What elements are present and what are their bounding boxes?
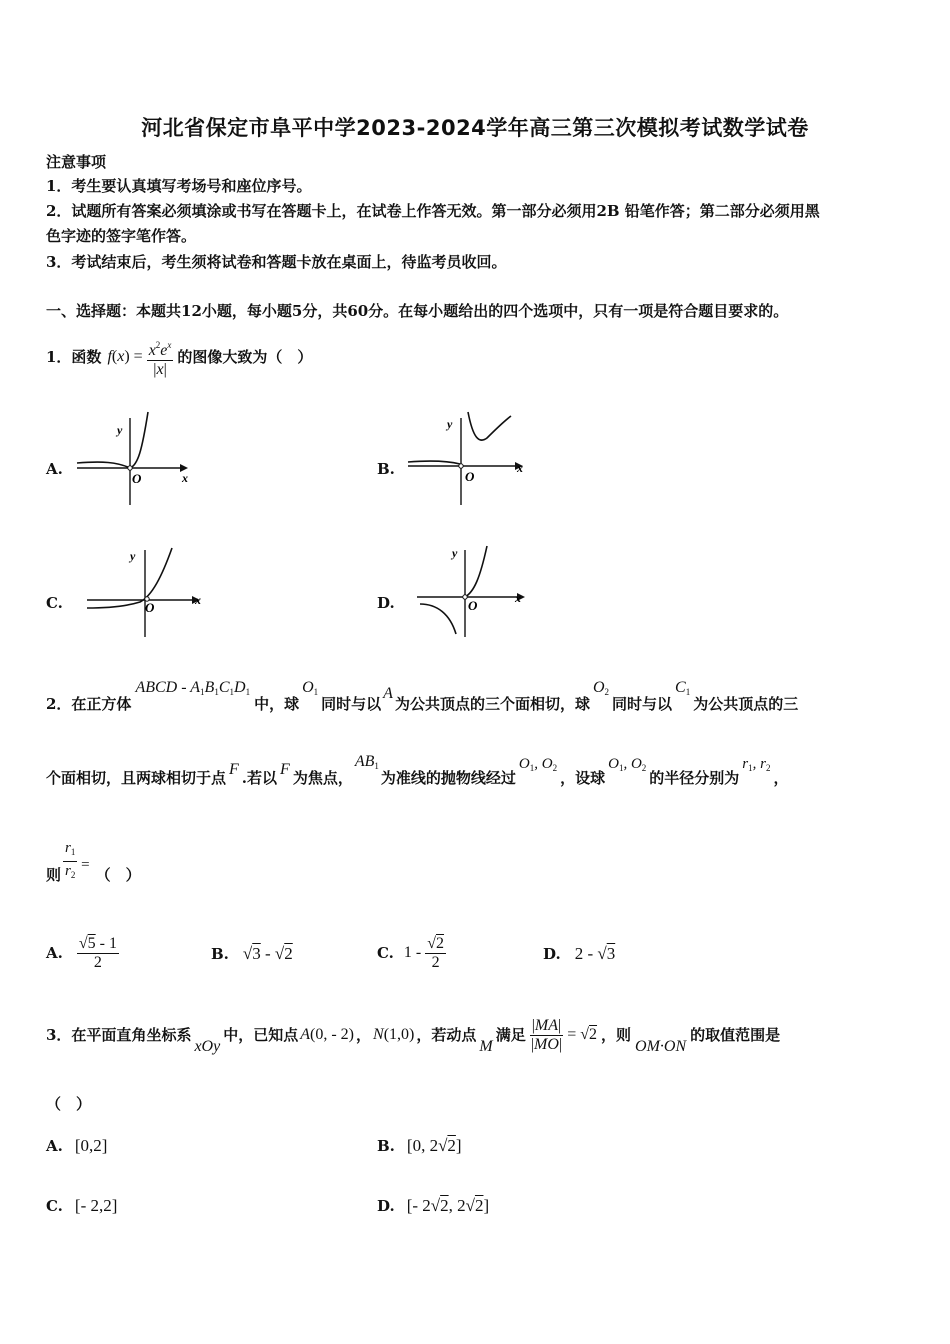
origin-hole xyxy=(128,466,132,470)
q1-option-d-label: D. xyxy=(377,594,395,612)
question-2-line-2 xyxy=(46,753,789,790)
question-3-line-1 xyxy=(46,1006,780,1064)
q3-text-8: （ ） xyxy=(46,1095,92,1113)
q2-cube-name: ABCD - $A_1B_1C_1D_1$ xyxy=(135,679,251,697)
origin-hole xyxy=(459,464,463,468)
graph-option-c xyxy=(82,542,207,642)
q2-text-14: 则 xyxy=(46,866,62,884)
curve-right xyxy=(468,412,511,440)
q2-text-9: 为焦点， xyxy=(292,769,353,787)
label-y: y xyxy=(117,423,123,437)
q3-dot-product: OM·ON xyxy=(635,1038,687,1055)
q3-m: M xyxy=(479,1038,493,1055)
label-origin: O xyxy=(465,469,475,484)
q1-option-a-label: A. xyxy=(46,460,63,478)
q2-text-5: 同时与以 xyxy=(612,695,673,713)
q3-option-a-label: A. xyxy=(46,1137,63,1155)
q3-option-d-label: D. xyxy=(377,1197,395,1215)
q1-formula: f(x) = $\frac{x^2e^x}{|x|}$ xyxy=(107,336,173,379)
q2-option-b-label: B. xyxy=(211,945,229,963)
q3-option-c-value: [- 2,2] xyxy=(74,1196,118,1215)
q2-option-d xyxy=(543,944,615,964)
q3-text-1: 3．在平面直角坐标系 xyxy=(46,1026,192,1044)
q3-option-c xyxy=(46,1196,117,1216)
origin-hole xyxy=(463,595,467,599)
q3-option-a xyxy=(46,1136,107,1156)
q2-o1: $O_1$ xyxy=(302,679,319,697)
notice-item-2: 2．试题所有答案必须填涂或书写在答题卡上，在试卷上作答无效。第一部分必须用2B 铅笔作答；第二部分必须用黑 xyxy=(46,202,820,220)
section-heading: 一、选择题：本题共12小题，每小题5分，共60分。在每小题给出的四个选项中，只有一项是符合题目要求的。 xyxy=(46,302,789,320)
curve-left xyxy=(420,604,456,634)
notice-item-1: 1．考生要认真填写考场号和座位序号。 xyxy=(46,177,312,195)
curve xyxy=(77,412,148,468)
graph-option-d xyxy=(412,542,537,642)
label-x: x xyxy=(195,593,201,607)
question-2-line-1 xyxy=(46,679,799,716)
q2-f-focus: F xyxy=(280,761,290,778)
q2-ratio: $\frac{r_1}{r_2}$ = xyxy=(65,839,90,880)
label-y: y xyxy=(452,546,458,560)
q2-option-b-value: √3 - √2 xyxy=(242,944,293,963)
question-1 xyxy=(46,334,312,380)
q2-option-d-value: 2 - √3 xyxy=(574,944,616,963)
page-title: 河北省保定市阜平中学2023-2024学年高三第三次模拟考试数学试卷 xyxy=(141,116,809,140)
q2-text-4: 为公共顶点的三个面相切，球 xyxy=(394,695,590,713)
label-y: y xyxy=(130,549,136,563)
q2-o1-o2: $O_1$, $O_2$ xyxy=(518,756,558,773)
q2-option-a xyxy=(46,928,119,978)
q2-text-11: ，设球 xyxy=(560,769,606,787)
q3-point-a: A(0, - 2) xyxy=(300,1026,354,1043)
q3-text-2: 中，已知点 xyxy=(223,1026,299,1044)
q2-text-8: .若以 xyxy=(241,769,278,787)
q2-text-3: 同时与以 xyxy=(321,695,382,713)
label-origin: O xyxy=(132,471,142,486)
q2-f: F xyxy=(229,761,239,778)
q2-option-a-label: A. xyxy=(46,944,63,962)
q2-text-15: （ ） xyxy=(95,866,141,884)
q2-text-13: ， xyxy=(773,769,789,787)
label-x: x xyxy=(182,471,188,485)
q1-suffix: 的图像大致为（ ） xyxy=(177,348,313,366)
q2-option-c-label: C. xyxy=(377,944,394,962)
curve-right xyxy=(465,546,487,597)
q3-point-n: N(1,0) xyxy=(373,1026,415,1043)
q2-option-a-value: $\frac{√5 - 1}{2}$ xyxy=(78,934,117,971)
label-x: x xyxy=(515,591,521,605)
q3-option-b-label: B. xyxy=(377,1137,395,1155)
q2-a: A xyxy=(383,685,393,702)
q2-r1-r2: $r_1$, $r_2$ xyxy=(742,756,771,773)
q3-option-c-label: C. xyxy=(46,1197,63,1215)
q2-c1: $C_1$ xyxy=(675,679,691,697)
graph-option-b xyxy=(403,410,528,510)
q2-option-d-label: D. xyxy=(543,945,561,963)
q3-text-7: 的取值范围是 xyxy=(690,1026,781,1044)
q3-option-d xyxy=(377,1196,489,1216)
q2-text-1: 2．在正方体 xyxy=(46,695,132,713)
q2-option-b xyxy=(211,944,293,964)
q3-condition: $\frac{|MA|}{|MO|}$ = √2 xyxy=(530,1016,598,1053)
q3-option-d-value: [- 2√2, 2√2] xyxy=(406,1196,490,1215)
q2-ab1: $AB_1$ xyxy=(354,753,379,771)
label-origin: O xyxy=(145,600,155,615)
q2-option-c-value: 1 - $\frac{√2}{2}$ xyxy=(403,934,445,971)
curve-left xyxy=(408,461,460,464)
notice-item-2-cont: 色字迹的签字笔作答。 xyxy=(46,227,197,245)
q3-option-a-value: [0,2] xyxy=(74,1136,108,1155)
graph-option-a xyxy=(72,410,192,510)
q3-option-b-value: [0, 2√2] xyxy=(406,1136,462,1155)
question-2-line-3 xyxy=(46,840,141,890)
q3-text-5: 满足 xyxy=(495,1026,526,1044)
q2-text-12: 的半径分别为 xyxy=(649,769,740,787)
q3-option-b xyxy=(377,1136,462,1156)
label-y: y xyxy=(447,417,453,431)
q3-text-6: ，则 xyxy=(601,1026,632,1044)
q2-option-c xyxy=(377,928,446,978)
q2-o2: $O_2$ xyxy=(592,679,610,697)
q2-text-7: 个面相切，且两球相切于点 xyxy=(46,769,227,787)
label-x: x xyxy=(517,461,523,475)
q2-o1-o2-b: $O_1$, $O_2$ xyxy=(608,756,647,773)
q2-text-10: 为准线的抛物线经过 xyxy=(380,769,516,787)
q1-option-b-label: B. xyxy=(377,460,395,478)
q3-xoy: xOy xyxy=(194,1038,221,1055)
q2-text-2: 中，球 xyxy=(254,695,300,713)
q3-text-3: ， xyxy=(356,1026,372,1044)
q1-option-c-label: C. xyxy=(46,594,63,612)
q1-prefix: 1．函数 xyxy=(46,348,102,366)
label-origin: O xyxy=(468,598,478,613)
q3-text-4: ，若动点 xyxy=(416,1026,477,1044)
q2-text-6: 为公共顶点的三 xyxy=(693,695,799,713)
notice-heading: 注意事项 xyxy=(46,153,107,171)
notice-item-3: 3．考试结束后，考生须将试卷和答题卡放在桌面上，待监考员收回。 xyxy=(46,253,507,271)
